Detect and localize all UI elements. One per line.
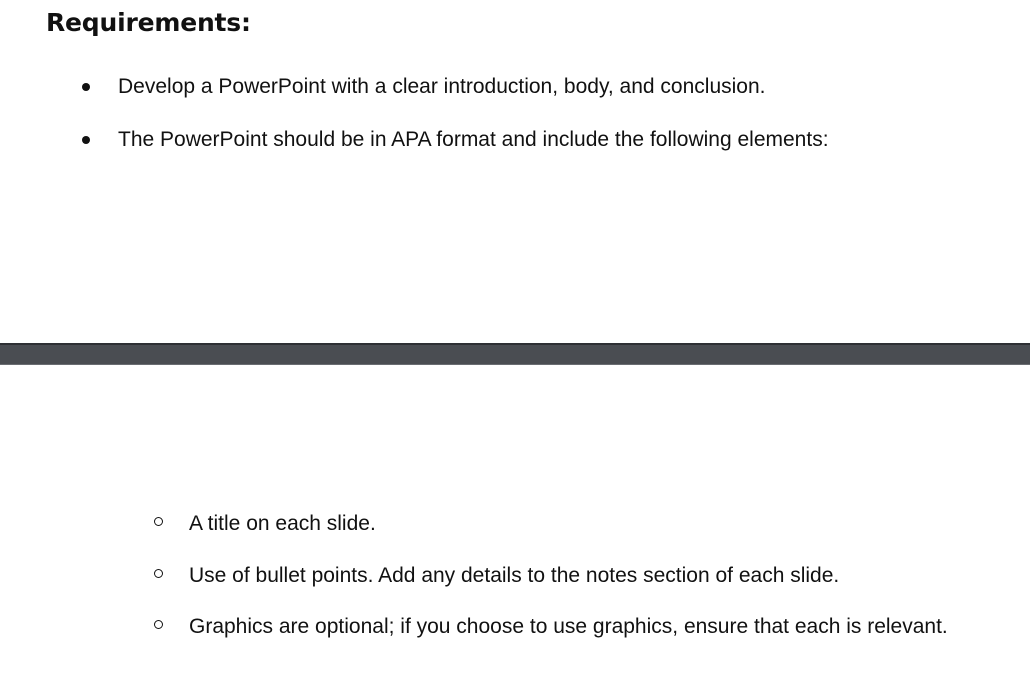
- bullet-item: [0, 72, 1030, 102]
- hollow-circle-bullet-icon: [154, 569, 163, 578]
- bullet-text: The PowerPoint should be in APA format and include the following elements:: [118, 128, 829, 151]
- bullet-dot-icon: [82, 136, 90, 144]
- bullet-dot-icon: [82, 83, 90, 91]
- sub-bullet-text: A title on each slide.: [189, 512, 376, 535]
- hollow-circle-bullet-icon: [154, 620, 163, 629]
- page-divider: [0, 343, 1030, 365]
- sub-bullet-text: Graphics are optional; if you choose to use graphics, ensure that each is relevant.: [189, 615, 948, 638]
- sub-bullet-text: Use of bullet points. Add any details to the notes section of each slide.: [189, 564, 840, 587]
- requirements-heading: Requirements:: [46, 8, 251, 37]
- bullet-text: Develop a PowerPoint with a clear introduction, body, and conclusion.: [118, 75, 766, 98]
- document-page-bottom: [0, 365, 1030, 686]
- hollow-circle-bullet-icon: [154, 517, 163, 526]
- bullet-item: [0, 125, 1030, 155]
